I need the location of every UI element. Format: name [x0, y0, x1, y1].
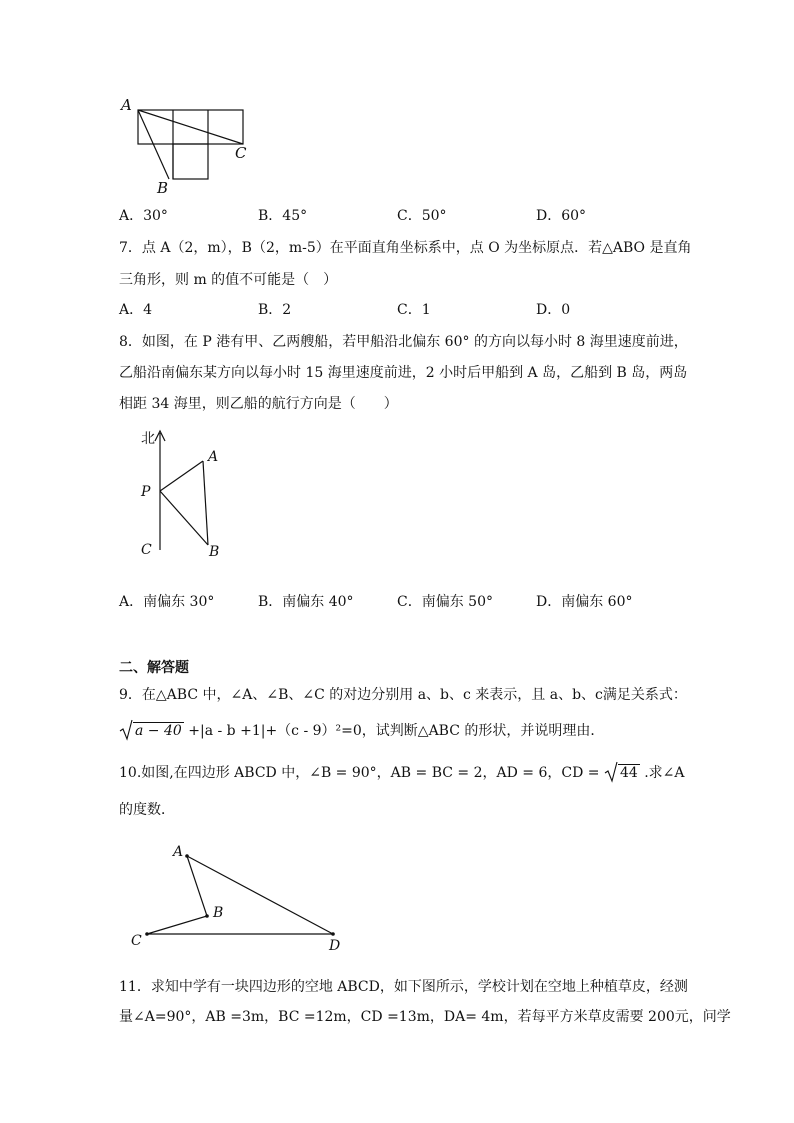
q7-option-b: B．2	[258, 302, 292, 318]
q10-sqrt	[604, 763, 640, 783]
q9-line-2	[119, 721, 604, 741]
fig8-label-p: P	[141, 484, 151, 500]
q10-line-2: 的度数．	[119, 802, 175, 818]
q8-line-2: 乙船沿南偏东某方向以每小时 15 海里速度前进，2 小时后甲船到 A 岛，乙船到 B 岛，两岛	[119, 365, 688, 381]
fig6-label-a: A	[121, 96, 132, 114]
q6-option-c: C．50°	[397, 208, 447, 224]
q11-line-2: 量∠A=90°，AB =3m，BC =12m，CD =13m，DA= 4m，若每平方米草皮需要 200元，问学	[119, 1009, 731, 1025]
q11-line-1: 11．求知中学有一块四边形的空地 ABCD，如下图所示，学校计划在空地上种植草皮，经测	[119, 979, 688, 995]
q6-option-d: D．60°	[536, 208, 587, 224]
q8-option-c: C．南偏东 50°	[397, 594, 493, 610]
quadrilateral-figure	[125, 840, 355, 955]
q7-line-2: 三角形，则 m 的值不可能是（ ）	[119, 272, 338, 288]
fig6-label-c: C	[235, 144, 247, 162]
section-title: 二、解答题	[119, 660, 189, 676]
fig8-label-a: A	[208, 449, 219, 465]
q10-line-1	[119, 763, 685, 783]
q7-option-a: A．4	[119, 302, 153, 318]
grid-triangle-figure	[115, 92, 255, 197]
q10-line-1-pre: 10.如图,在四边形 ABCD 中，∠B = 90°，AB = BC = 2，AD = 6，CD =	[119, 765, 600, 781]
fig10-label-c: C	[131, 933, 142, 949]
q8-option-d: D．南偏东 60°	[536, 594, 633, 610]
q10-radicand: 44	[619, 765, 638, 781]
q9-line-1: 9．在△ABC 中，∠A、∠B、∠C 的对边分别用 a、b、c 来表示，且 a、b、c满足关系式：	[119, 687, 687, 703]
q9-radicand: a − 40	[135, 723, 182, 739]
fig10-label-a: A	[173, 844, 184, 860]
fig6-label-b: B	[157, 179, 169, 197]
q8-option-b: B．南偏东 40°	[258, 594, 354, 610]
fig10-label-d: D	[329, 938, 341, 954]
q6-option-b: B．45°	[258, 208, 308, 224]
q8-line-3: 相距 34 海里，则乙船的航行方向是（ ）	[119, 396, 398, 412]
q9-sqrt	[119, 721, 184, 741]
q7-option-c: C．1	[397, 302, 431, 318]
fig8-north: 北	[141, 431, 155, 447]
q6-option-a: A．30°	[119, 208, 168, 224]
fig8-label-c: C	[141, 542, 152, 558]
q7-option-d: D．0	[536, 302, 571, 318]
port-ships-figure	[135, 425, 235, 565]
q9-line-2-text: +|a - b +1|+（c - 9）²=0，试判断△ABC 的形状，并说明理由．	[188, 723, 605, 739]
fig8-label-b: B	[209, 544, 220, 560]
q7-line-1: 7．点 A（2，m），B（2，m-5）在平面直角坐标系中，点 O 为坐标原点．若△ABO 是直角	[119, 240, 692, 256]
q10-line-1-post: .求∠A	[644, 765, 685, 781]
q8-option-a: A．南偏东 30°	[119, 594, 215, 610]
fig10-label-b: B	[213, 905, 224, 921]
q8-line-1: 8．如图，在 P 港有甲、乙两艘船，若甲船沿北偏东 60° 的方向以每小时 8 海里速度前进，	[119, 334, 688, 350]
